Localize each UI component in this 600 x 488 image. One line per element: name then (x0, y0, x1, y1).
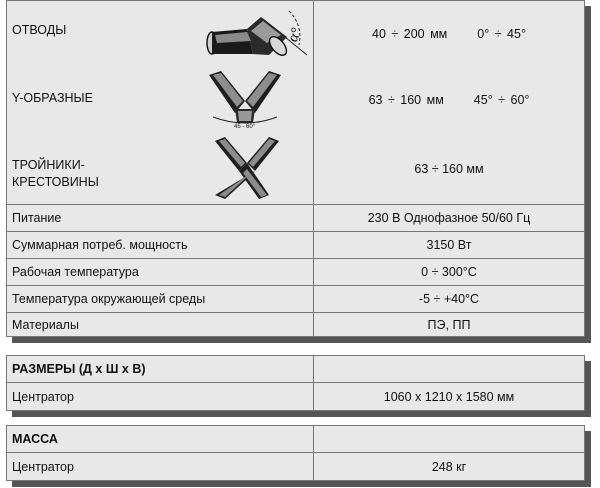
spec-label: Питание (12, 211, 62, 225)
dimensions-value: 1060 x 1210 x 1580 мм (383, 390, 515, 404)
spec-value: 230 В Однофазное 50/60 Гц (367, 211, 531, 225)
spec-label: Рабочая температура (12, 265, 139, 279)
mass-table (6, 425, 585, 481)
fitting-values-y-shaped (314, 67, 584, 133)
fitting-row-tees-crosses (7, 133, 584, 204)
mass-value: 248 кг (431, 460, 467, 474)
fitting-label-elbows: ОТВОДЫ (12, 23, 67, 37)
mass-header-row (7, 426, 584, 452)
dimensions-table (6, 355, 585, 411)
angle-range-annotation: 45 - 60° (234, 124, 256, 130)
y-diameter-range: 63 ÷ 160 мм (368, 93, 444, 107)
mass-header: МАССА (12, 432, 58, 446)
angle-annotation: α° (285, 25, 306, 45)
cross-fitting-figure-icon (213, 135, 281, 201)
y-fitting-figure-icon (207, 67, 283, 133)
spec-row-power-supply (7, 204, 584, 231)
mass-row-label: Центратор (12, 460, 74, 474)
fitting-label-y-shaped: Y-ОБРАЗНЫЕ (12, 91, 93, 105)
elbow-angle-range: 0° ÷ 45° (477, 27, 526, 41)
fitting-row-elbows (7, 1, 584, 67)
spec-value: -5 ÷ +40°C (418, 292, 480, 306)
tee-diameter-range: 63 ÷ 160 мм (414, 161, 484, 176)
fitting-values-elbows (314, 1, 584, 67)
spec-row-power-consumption (7, 231, 584, 258)
dimensions-data-row (7, 382, 584, 411)
spec-row-ambient-temperature (7, 285, 584, 312)
fitting-label-tees-crosses: ТРОЙНИКИ- КРЕСТОВИНЫ (12, 158, 99, 189)
spec-value: ПЭ, ПП (427, 318, 471, 332)
dimensions-header-row (7, 356, 584, 382)
spec-value: 0 ÷ 300°C (421, 265, 477, 279)
dimensions-row-label: Центратор (12, 390, 74, 404)
fitting-row-y-shaped (7, 67, 584, 133)
mass-data-row (7, 452, 584, 481)
elbow-diameter-range: 40 ÷ 200 мм (372, 27, 448, 41)
dimensions-header: РАЗМЕРЫ (Д х Ш х В) (12, 362, 146, 376)
y-angle-range: 45° ÷ 60° (473, 93, 530, 107)
spec-label: Материалы (12, 318, 79, 332)
spec-row-materials (7, 312, 584, 337)
spec-label: Суммарная потреб. мощность (12, 238, 188, 252)
spec-label: Температура окружающей среды (12, 292, 206, 306)
spec-row-working-temperature (7, 258, 584, 285)
elbow-figure-icon (203, 7, 311, 63)
fitting-values-tees-crosses (314, 133, 584, 204)
spec-value: 3150 Вт (426, 238, 472, 252)
fittings-spec-table (6, 0, 585, 337)
